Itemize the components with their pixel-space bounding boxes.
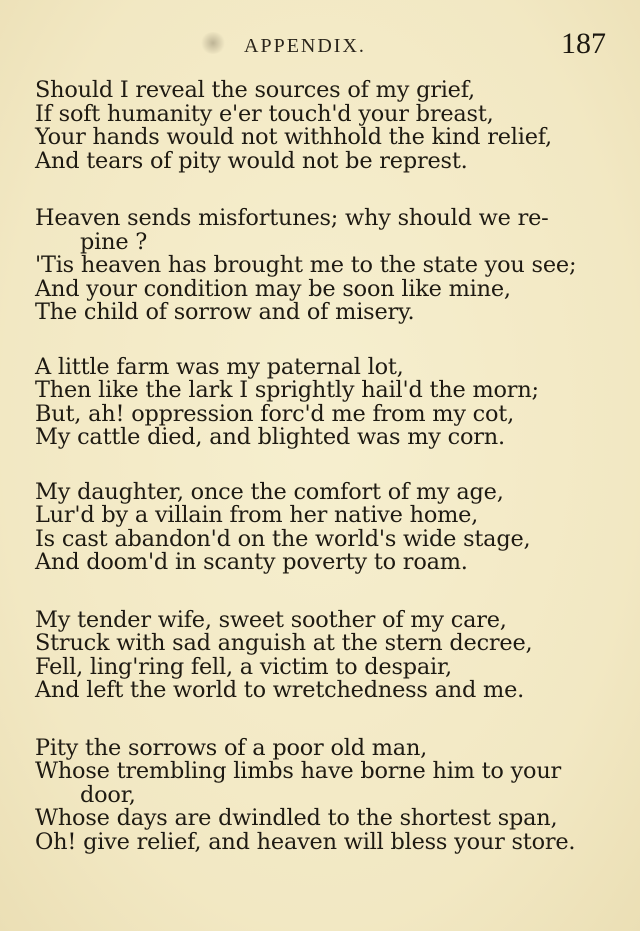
poem-body [35, 79, 615, 854]
poem-line: And left the world to wretchedness and me. [35, 677, 525, 703]
stanza-2 [35, 207, 615, 325]
poem-line: My cattle died, and blighted was my corn. [35, 424, 505, 450]
poem-line: Whose trembling limbs have borne him to your [35, 758, 562, 784]
poem-line: And tears of pity would not be represt. [35, 147, 468, 174]
page-header [0, 27, 640, 64]
stanza-6 [35, 734, 615, 855]
poem-line: Heaven sends misfortunes; why should we re- [35, 205, 549, 231]
poem-line: A little farm was my paternal lot, [35, 353, 404, 380]
stanza-gap [35, 703, 615, 737]
poem-line: 'Tis heaven has brought me to the state you see; [35, 252, 577, 278]
stanza-3 [35, 353, 615, 450]
poem-line: Is cast abandon'd on the world's wide stage, [35, 525, 531, 552]
poem-line: But, ah! oppression forc'd me from my cot, [35, 400, 515, 427]
poem-line: Your hands would not withhold the kind relief, [35, 124, 552, 150]
poem-line: Pity the sorrows of a poor old man, [35, 734, 428, 761]
poem-line: Fell, ling'ring fell, a victim to despair, [35, 653, 452, 680]
poem-line: Struck with sad anguish at the stern decree, [35, 630, 533, 656]
poem-line: Lur'd by a villain from her native home, [35, 502, 479, 528]
stanza-1 [35, 79, 615, 173]
stanza-gap [35, 450, 615, 481]
poem-line-continuation: pine ? [80, 228, 148, 255]
stanza-4 [35, 478, 615, 575]
running-head: APPENDIX. [244, 35, 366, 57]
poem-line: Whose days are dwindled to the shortest span, [35, 805, 558, 831]
poem-line: Oh! give relief, and heaven will bless your store. [35, 828, 576, 855]
poem-line: And your condition may be soon like mine, [35, 275, 511, 302]
stanza-gap [35, 575, 615, 609]
stanza-5 [35, 606, 615, 703]
poem-line: The child of sorrow and of misery. [35, 299, 415, 325]
poem-line: Should I reveal the sources of my grief, [35, 77, 475, 103]
stanza-gap [35, 325, 615, 356]
poem-line-continuation: door, [80, 781, 136, 808]
poem-line: If soft humanity e'er touch'd your breast, [35, 100, 494, 127]
poem-line: And doom'd in scanty poverty to roam. [35, 549, 468, 575]
poem-line: Then like the lark I sprightly hail'd the morn; [35, 377, 539, 403]
stanza-gap [35, 173, 615, 207]
poem-line: My tender wife, sweet soother of my care, [35, 606, 507, 633]
poem-line: My daughter, once the comfort of my age, [35, 478, 504, 505]
page-number: 187 [561, 27, 606, 60]
